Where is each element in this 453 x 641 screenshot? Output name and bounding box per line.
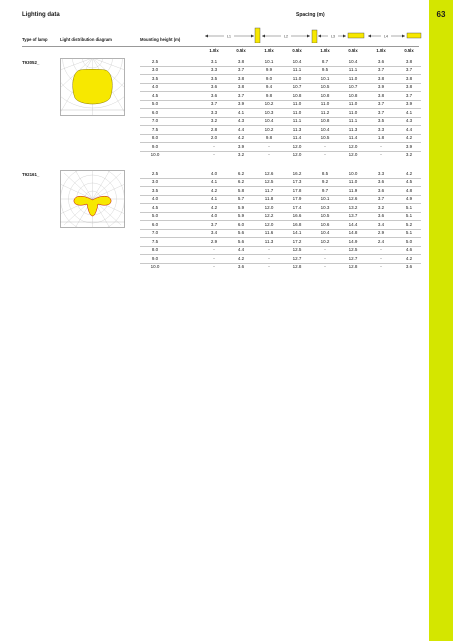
spacing-value-cell: 3.6 <box>377 213 385 219</box>
spacing-value-cell: 9.9 <box>265 67 273 73</box>
spacing-value-cell: 11.6 <box>264 230 274 236</box>
lamp-code: T93052_ <box>22 60 40 65</box>
spacing-value-cell: 11.3 <box>348 126 358 132</box>
spacing-value-cell: - <box>324 143 326 149</box>
spacing-value-cell: 14.1 <box>292 230 302 236</box>
spacing-label-l1: L1 <box>227 34 231 39</box>
spacing-diagram <box>200 27 422 43</box>
fixture-icon <box>348 33 364 38</box>
spacing-value-cell: - <box>213 263 215 269</box>
spacing-value-cell: 9.5 <box>321 67 329 73</box>
spacing-value-cell: 9.7 <box>321 187 329 193</box>
spacing-value-cell: 6.2 <box>237 179 245 185</box>
spacing-value-cell: 5.8 <box>237 187 245 193</box>
spacing-value-cell: 9.8 <box>265 135 273 141</box>
spacing-value-cell: 11.3 <box>292 126 302 132</box>
spacing-value-cell: 3.6 <box>237 263 245 269</box>
spacing-value-cell: 17.8 <box>292 187 302 193</box>
spacing-value-cell: 4.5 <box>405 179 413 185</box>
spacing-value-cell: - <box>213 143 215 149</box>
spacing-value-cell: 10.3 <box>264 109 274 115</box>
arrow-right-icon <box>402 35 405 38</box>
spacing-value-cell: 11.4 <box>292 135 302 141</box>
spacing-value-cell: 4.1 <box>405 109 413 115</box>
spacing-value-cell: - <box>380 143 382 149</box>
spacing-value-cell: 3.7 <box>405 92 413 98</box>
spacing-value-cell: 12.0 <box>348 151 358 157</box>
mounting-height-cell: 9.0 <box>151 143 159 149</box>
spacing-value-cell: 4.1 <box>210 196 218 202</box>
spacing-value-cell: 10.1 <box>320 75 330 81</box>
mounting-height-cell: 10.0 <box>150 151 160 157</box>
spacing-value-cell: 3.7 <box>210 221 218 227</box>
page-number: 63 <box>436 10 446 19</box>
spacing-value-cell: 8.7 <box>321 59 329 64</box>
spacing-value-cell: 3.7 <box>405 67 413 73</box>
spacing-value-cell: 3.6 <box>377 179 385 185</box>
mounting-height-cell: 3.5 <box>151 75 159 81</box>
spacing-value-cell: 10.3 <box>320 204 330 210</box>
col-header-height: Mounting height (m) <box>140 37 181 42</box>
spacing-value-cell: 11.0 <box>348 75 358 81</box>
spacing-value-cell: 5.6 <box>237 230 245 236</box>
spacing-value-cell: 3.6 <box>405 263 413 269</box>
arrow-left-icon <box>205 35 208 38</box>
spacing-value-cell: 2.4 <box>377 238 385 244</box>
mounting-height-cell: 9.0 <box>151 255 159 261</box>
spacing-value-cell: 10.4 <box>348 59 358 64</box>
spacing-value-cell: 11.8 <box>264 196 274 202</box>
spacing-label-l2: L2 <box>284 34 288 39</box>
spacing-value-cell: 3.6 <box>210 92 218 98</box>
spacing-value-cell: 10.2 <box>264 101 274 107</box>
spacing-value-cell: 2.8 <box>210 126 218 132</box>
spacing-value-cell: 10.4 <box>320 126 330 132</box>
spacing-value-cell: 10.7 <box>348 84 358 90</box>
spacing-value-cell: 3.8 <box>237 75 245 81</box>
spacing-value-cell: 3.8 <box>377 92 385 98</box>
light-distribution-diagram <box>60 58 125 116</box>
spacing-value-cell: - <box>380 255 382 261</box>
spacing-value-cell: - <box>213 151 215 157</box>
col-header-diagram: Light distribution diagram <box>60 37 112 42</box>
mounting-height-cell: 7.5 <box>151 126 159 132</box>
spacing-value-cell: - <box>380 151 382 157</box>
spacing-value-cell: 5.9 <box>237 213 245 219</box>
accent-sidebar <box>429 0 453 641</box>
spacing-value-cell: 3.3 <box>210 109 218 115</box>
spacing-value-cell: 4.6 <box>405 247 413 253</box>
spacing-value-cell: 5.1 <box>405 230 413 236</box>
mounting-height-cell: 7.0 <box>151 118 159 124</box>
lamp-code: T92161_ <box>22 172 40 177</box>
lux-unit: 1.0lx <box>320 48 330 53</box>
spacing-value-cell: 2.9 <box>210 238 218 244</box>
spacing-value-cell: 11.3 <box>264 238 274 244</box>
spacing-value-cell: 3.2 <box>210 118 218 124</box>
spacing-value-cell: 12.5 <box>264 179 274 185</box>
spacing-value-cell: 5.7 <box>237 196 245 202</box>
spacing-value-cell: 5.0 <box>405 238 413 244</box>
spacing-value-cell: 12.7 <box>348 255 358 261</box>
spacing-value-cell: 4.2 <box>405 135 413 141</box>
arrow-right-icon <box>307 35 310 38</box>
spacing-value-cell: 11.9 <box>348 187 358 193</box>
page-title: Lighting data <box>22 12 60 18</box>
spacing-value-cell: 4.2 <box>210 187 218 193</box>
spacing-value-cell: 17.4 <box>292 204 302 210</box>
spacing-value-cell: 3.2 <box>405 151 413 157</box>
spacing-value-cell: 4.9 <box>405 196 413 202</box>
spacing-value-cell: 14.9 <box>348 238 358 244</box>
spacing-value-cell: 10.4 <box>320 230 330 236</box>
spacing-value-cell: 16.6 <box>292 213 302 219</box>
spacing-value-cell: 11.0 <box>320 101 330 107</box>
spacing-value-cell: - <box>268 143 270 149</box>
mounting-height-cell: 6.0 <box>151 221 159 227</box>
spacing-value-cell: 17.2 <box>292 238 302 244</box>
spacing-value-cell: 17.9 <box>292 196 302 202</box>
lux-unit: 1.0lx <box>264 48 274 53</box>
mounting-height-cell: 10.0 <box>150 263 160 269</box>
spacing-title: Spacing (m) <box>296 12 325 18</box>
spacing-value-cell: 10.5 <box>320 84 330 90</box>
table-row <box>140 263 421 271</box>
spacing-value-cell: 3.7 <box>237 92 245 98</box>
spacing-value-cell: 3.4 <box>377 221 385 227</box>
spacing-value-cell: 11.1 <box>292 118 302 124</box>
spacing-value-cell: 10.8 <box>292 92 302 98</box>
lux-unit: 0.5lx <box>236 48 246 53</box>
spacing-value-cell: 2.9 <box>377 230 385 236</box>
mounting-height-cell: 8.0 <box>151 247 159 253</box>
spacing-value-cell: 14.8 <box>348 230 358 236</box>
spacing-value-cell: 17.3 <box>292 179 302 185</box>
mounting-height-cell: 7.5 <box>151 238 159 244</box>
spacing-value-cell: 5.6 <box>237 238 245 244</box>
spacing-value-cell: - <box>213 247 215 253</box>
arrow-right-icon <box>343 35 346 38</box>
spacing-value-cell: 3.9 <box>405 143 413 149</box>
mounting-height-cell: 2.5 <box>151 171 159 176</box>
spacing-value-cell: 16.2 <box>292 171 302 176</box>
spacing-value-cell: 4.4 <box>237 247 245 253</box>
spacing-value-cell: 10.7 <box>292 84 302 90</box>
spacing-value-cell: 6.0 <box>237 221 245 227</box>
spacing-value-cell: 12.8 <box>292 263 302 269</box>
spacing-value-cell: 3.8 <box>237 59 245 64</box>
fixture-icon <box>255 28 260 43</box>
spacing-value-cell: - <box>324 263 326 269</box>
spacing-value-cell: 11.7 <box>264 187 274 193</box>
spacing-value-cell: 5.9 <box>237 204 245 210</box>
spacing-value-cell: 10.0 <box>348 171 358 176</box>
header-divider <box>22 46 419 47</box>
spacing-value-cell: 3.2 <box>377 204 385 210</box>
spacing-value-cell: 3.7 <box>377 101 385 107</box>
mounting-height-cell: 3.5 <box>151 187 159 193</box>
spacing-value-cell: 10.8 <box>320 92 330 98</box>
spacing-value-cell: 4.0 <box>210 171 218 176</box>
lux-unit: 1.0lx <box>376 48 386 53</box>
spacing-value-cell: 12.7 <box>292 255 302 261</box>
spacing-value-cell: 5.1 <box>405 204 413 210</box>
lux-unit: 0.5lx <box>292 48 302 53</box>
spacing-value-cell: 12.6 <box>348 196 358 202</box>
spacing-value-cell: 3.6 <box>377 187 385 193</box>
spacing-value-cell: 5.1 <box>405 213 413 219</box>
spacing-value-cell: 4.3 <box>237 118 245 124</box>
spacing-value-cell: 3.3 <box>377 126 385 132</box>
spacing-value-cell: 3.6 <box>210 84 218 90</box>
mounting-height-cell: 5.0 <box>151 213 159 219</box>
spacing-value-cell: 3.8 <box>405 84 413 90</box>
mounting-height-cell: 3.0 <box>151 179 159 185</box>
spacing-value-cell: 3.8 <box>377 75 385 81</box>
spacing-value-cell: 1.8 <box>377 135 385 141</box>
spacing-value-cell: 10.4 <box>264 118 274 124</box>
fixture-icon <box>312 30 317 43</box>
mounting-height-cell: 4.5 <box>151 92 159 98</box>
spacing-value-cell: 4.1 <box>210 179 218 185</box>
spacing-value-cell: - <box>268 247 270 253</box>
spacing-value-cell: 10.8 <box>320 118 330 124</box>
spacing-value-cell: 12.6 <box>264 171 274 176</box>
mounting-height-cell: 7.0 <box>151 230 159 236</box>
spacing-value-cell: 10.5 <box>320 213 330 219</box>
col-header-lamp: Type of lamp <box>22 37 48 42</box>
spacing-value-cell: 12.0 <box>348 143 358 149</box>
spacing-value-cell: 3.3 <box>377 171 385 176</box>
spacing-value-cell: 3.9 <box>405 101 413 107</box>
spacing-value-cell: 3.7 <box>377 196 385 202</box>
spacing-value-cell: 4.0 <box>210 213 218 219</box>
spacing-value-cell: 10.2 <box>264 126 274 132</box>
spacing-value-cell: 3.4 <box>210 230 218 236</box>
spacing-value-cell: 13.7 <box>348 213 358 219</box>
spacing-value-cell: 11.0 <box>292 109 302 115</box>
spacing-label-l4: L4 <box>384 34 388 39</box>
spacing-value-cell: 3.9 <box>237 143 245 149</box>
spacing-value-cell: - <box>268 263 270 269</box>
spacing-value-cell: 11.4 <box>348 135 358 141</box>
lux-unit: 1.0lx <box>209 48 219 53</box>
mounting-height-cell: 4.0 <box>151 84 159 90</box>
spacing-value-cell: 10.6 <box>320 221 330 227</box>
spacing-value-cell: 12.2 <box>264 213 274 219</box>
mounting-height-cell: 8.0 <box>151 135 159 141</box>
spacing-label-l3: L3 <box>331 34 335 39</box>
spacing-value-cell: - <box>268 151 270 157</box>
spacing-value-cell: 4.2 <box>405 171 413 176</box>
spacing-value-cell: 11.0 <box>348 179 358 185</box>
fixture-icon <box>407 33 421 38</box>
spacing-value-cell: 2.0 <box>210 135 218 141</box>
spacing-value-cell: 10.2 <box>320 238 330 244</box>
spacing-value-cell: 12.8 <box>348 263 358 269</box>
spacing-value-cell: 12.0 <box>264 221 274 227</box>
arrow-left-icon <box>368 35 371 38</box>
spacing-value-cell: 12.0 <box>264 204 274 210</box>
mounting-height-cell: 4.5 <box>151 204 159 210</box>
spacing-value-cell: 9.8 <box>265 92 273 98</box>
spacing-value-cell: - <box>324 255 326 261</box>
spacing-value-cell: 11.2 <box>320 109 330 115</box>
spacing-value-cell: 3.3 <box>210 67 218 73</box>
spacing-value-cell: 3.8 <box>405 75 413 81</box>
spacing-value-cell: 3.2 <box>237 151 245 157</box>
spacing-value-cell: 10.8 <box>348 92 358 98</box>
spacing-value-cell: 4.4 <box>237 126 245 132</box>
spacing-value-cell: 16.8 <box>292 221 302 227</box>
mounting-height-cell: 3.0 <box>151 67 159 73</box>
spacing-value-cell: 11.0 <box>292 75 302 81</box>
arrow-left-icon <box>318 35 321 38</box>
mounting-height-cell: 4.0 <box>151 196 159 202</box>
spacing-value-cell: 3.7 <box>237 67 245 73</box>
mounting-height-cell: 6.0 <box>151 109 159 115</box>
spacing-value-cell: - <box>380 247 382 253</box>
spacing-value-cell: 10.1 <box>320 196 330 202</box>
spacing-value-cell: 12.5 <box>292 247 302 253</box>
spacing-value-cell: 8.5 <box>321 171 329 176</box>
spacing-value-cell: - <box>213 255 215 261</box>
spacing-value-cell: 3.9 <box>377 84 385 90</box>
spacing-value-cell: 3.7 <box>210 101 218 107</box>
spacing-value-cell: 11.1 <box>292 67 302 73</box>
spacing-value-cell: 3.5 <box>210 75 218 81</box>
spacing-value-cell: 12.5 <box>348 247 358 253</box>
spacing-value-cell: 11.1 <box>348 118 358 124</box>
lux-units-row <box>0 48 429 56</box>
spacing-value-cell: 3.7 <box>377 67 385 73</box>
mounting-height-cell: 5.0 <box>151 101 159 107</box>
arrow-left-icon <box>262 35 265 38</box>
spacing-value-cell: 3.7 <box>377 109 385 115</box>
spacing-value-cell: 14.4 <box>348 221 358 227</box>
spacing-value-cell: - <box>324 247 326 253</box>
spacing-value-cell: 10.4 <box>292 59 302 64</box>
spacing-value-cell: - <box>268 255 270 261</box>
spacing-value-cell: - <box>324 151 326 157</box>
spacing-value-cell: 4.1 <box>237 109 245 115</box>
spacing-value-cell: 4.8 <box>405 187 413 193</box>
spacing-value-cell: 4.3 <box>405 118 413 124</box>
spacing-value-cell: 9.4 <box>265 84 273 90</box>
spacing-value-cell: 3.6 <box>377 59 385 64</box>
lux-unit: 0.5lx <box>348 48 358 53</box>
spacing-value-cell: 4.2 <box>237 255 245 261</box>
spacing-value-cell: - <box>380 263 382 269</box>
spacing-value-cell: 4.2 <box>405 255 413 261</box>
spacing-value-cell: 9.2 <box>321 179 329 185</box>
lux-unit: 0.5lx <box>404 48 414 53</box>
light-distribution-diagram <box>60 170 125 228</box>
spacing-value-cell: 3.1 <box>210 59 218 64</box>
spacing-value-cell: 4.2 <box>210 204 218 210</box>
spacing-value-cell: 10.1 <box>264 59 274 64</box>
spacing-value-cell: 10.5 <box>320 135 330 141</box>
spacing-value-cell: 6.2 <box>237 171 245 176</box>
table-row <box>140 151 421 159</box>
spacing-value-cell: 4.2 <box>237 135 245 141</box>
spacing-value-cell: 11.1 <box>348 67 358 73</box>
spacing-value-cell: 9.0 <box>265 75 273 81</box>
spacing-value-cell: 3.5 <box>377 118 385 124</box>
spacing-value-cell: 3.9 <box>237 101 245 107</box>
spacing-value-cell: 3.8 <box>237 84 245 90</box>
spacing-value-cell: 13.2 <box>348 204 358 210</box>
arrow-right-icon <box>251 35 254 38</box>
spacing-value-cell: 11.0 <box>292 101 302 107</box>
mounting-height-cell: 2.5 <box>151 59 159 64</box>
spacing-value-cell: 11.0 <box>348 109 358 115</box>
spacing-value-cell: 12.0 <box>292 151 302 157</box>
spacing-value-cell: 4.4 <box>405 126 413 132</box>
spacing-value-cell: 12.0 <box>292 143 302 149</box>
spacing-value-cell: 3.8 <box>405 59 413 64</box>
spacing-value-cell: 5.2 <box>405 221 413 227</box>
spacing-value-cell: 11.0 <box>348 101 358 107</box>
